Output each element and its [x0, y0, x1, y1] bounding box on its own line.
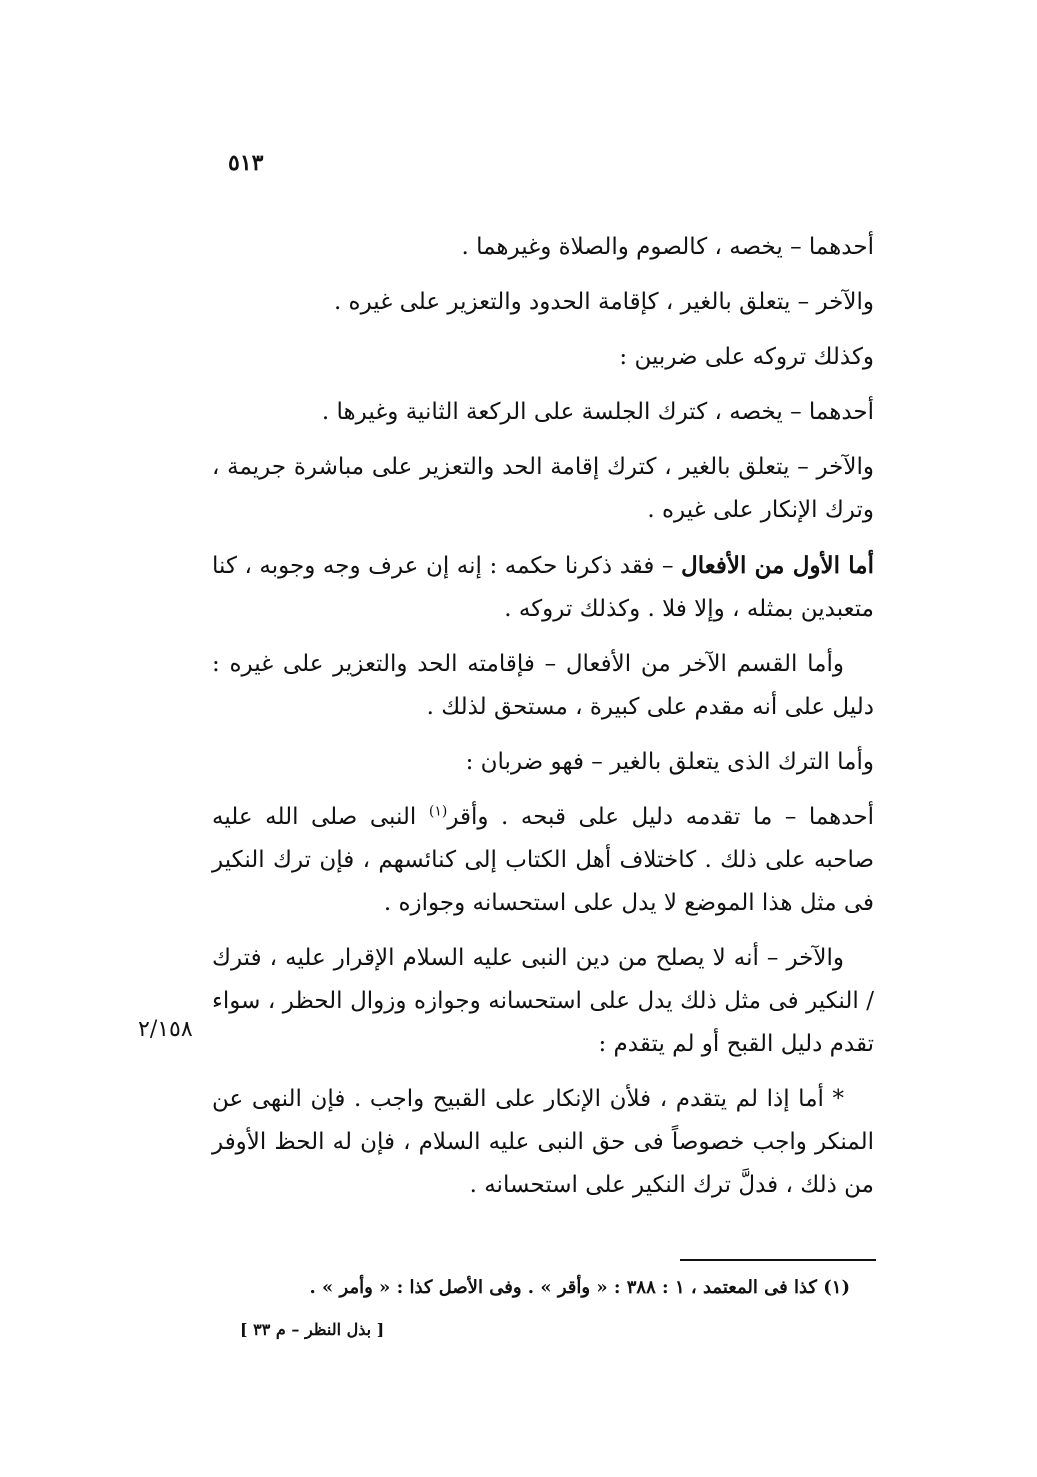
main-text: [212, 226, 874, 1219]
paragraph-2: والآخر – يتعلق بالغير ، كإقامة الحدود والتعزير على غيره .: [333, 289, 874, 315]
paragraph-8: وأما الترك الذى يتعلق بالغير – فهو ضربان :: [465, 749, 874, 775]
paragraph-1: أحدهما – يخصه ، كالصوم والصلاة وغيرهما .: [461, 234, 874, 260]
signature-mark: [ بذل النظر – م ٣٣ ]: [240, 1320, 385, 1339]
margin-reference: ٢/١٥٨: [138, 1017, 193, 1042]
paragraph-11: * أما إذا لم يتقدم ، فلأن الإنكار على القبيح واجب . فإن النهى عن المنكر واجب خصوصاً فى حق النبى عليه السلام ، فإن له الحظ الأوفر من ذلك ، فدلَّ ترك النكير على استحسانه .: [212, 1086, 874, 1198]
paragraph-9-before: أحدهما – ما تقدمه دليل على قبحه . وأقر: [447, 804, 874, 830]
footnote: (١) كذا فى المعتمد ، ١ : ٣٨٨ : « وأقر » . وفى الأصل كذا : « وأمر » .: [309, 1277, 850, 1298]
paragraph-7: وأما القسم الآخر من الأفعال – فإقامته الحد والتعزير على غيره : دليل على أنه مقدم على كبيرة ، مستحق لذلك .: [212, 651, 874, 720]
footnote-marker: (١): [428, 803, 448, 820]
paragraph-6-rest: – فقد ذكرنا حكمه : إنه إن عرف وجه وجوبه ، كنا متعبدين بمثله ، وإلا فلا . وكذلك تروكه .: [212, 553, 874, 622]
paragraph-6: [212, 544, 874, 631]
paragraph-6-lead: أما الأول من الأفعال: [681, 552, 874, 579]
paragraph-9-after: النبى صلى الله عليه صاحبه على ذلك . كاختلاف أهل الكتاب إلى كنائسهم ، فإن ترك النكير فى مثل هذا الموضع لا يدل على استحسانه وجوازه .: [212, 804, 874, 916]
paragraph-10: والآخر – أنه لا يصلح من دين النبى عليه السلام الإقرار عليه ، فترك / النكير فى مثل ذلك يدل على استحسانه وجوازه وزوال الحظر ، سواء تقدم دليل القبح أو لم يتقدم :: [212, 945, 874, 1057]
page-number: ٥١٣: [228, 150, 264, 176]
paragraph-4: أحدهما – يخصه ، كترك الجلسة على الركعة الثانية وغيرها .: [321, 399, 874, 425]
paragraph-5: والآخر – يتعلق بالغير ، كترك إقامة الحد والتعزير على مباشرة جريمة ، وترك الإنكار على غيره .: [212, 454, 874, 523]
footnote-divider: [680, 1259, 876, 1261]
paragraph-3: وكذلك تروكه على ضربين :: [619, 344, 874, 370]
paragraph-9: [212, 796, 874, 925]
